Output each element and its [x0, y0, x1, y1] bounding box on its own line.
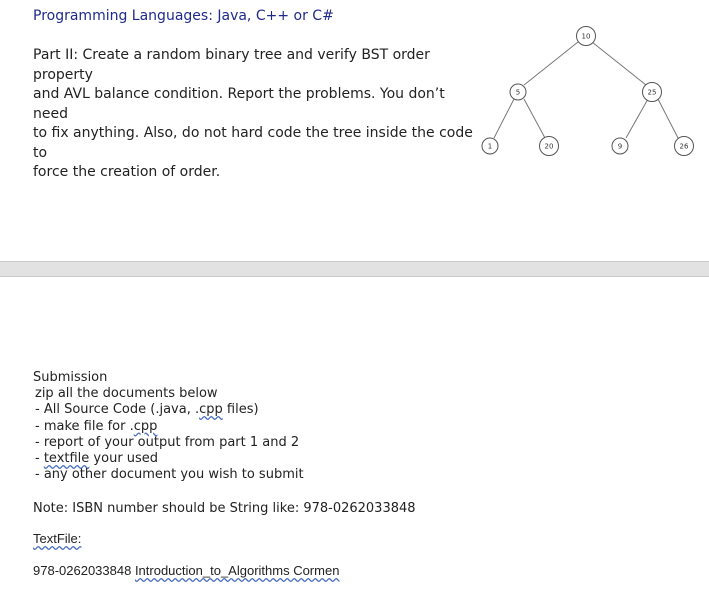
submission-item: - All Source Code (.java, .cpp files)	[35, 402, 259, 418]
tree-node-label: 20	[544, 142, 554, 151]
tree-edge	[592, 42, 646, 85]
submission-item: - textfile your used	[35, 451, 159, 467]
submission-item: - report of your output from part 1 and 2	[35, 434, 300, 450]
submission-section	[33, 370, 304, 483]
part2-description	[33, 46, 473, 183]
tree-edge	[494, 99, 514, 138]
textfile-isbn: 978-0262033848	[33, 563, 135, 578]
tree-node-label: 5	[515, 88, 521, 97]
isbn-note: Note: ISBN number should be String like: 978-0262033848	[33, 501, 416, 516]
spellcheck-word: cpp	[199, 402, 223, 418]
spellcheck-word: cpp	[133, 418, 158, 434]
textfile-title: Introduction_to_Algorithms Cormen	[134, 563, 340, 578]
tree-node-label: 10	[581, 32, 591, 41]
tree-node-label: 1	[487, 142, 493, 151]
page-break-divider	[0, 261, 709, 277]
part2-line: force the creation of order.	[33, 164, 221, 180]
textfile-label: TextFile:	[33, 531, 82, 546]
tree-node-label: 26	[679, 142, 689, 151]
page-heading: Programming Languages: Java, C++ or C#	[33, 8, 334, 24]
tree-edge	[524, 99, 545, 138]
tree-edge	[524, 42, 578, 85]
part2-line: to fix anything. Also, do not hard code the tree inside the code to	[33, 125, 473, 161]
tree-node-label: 25	[647, 88, 657, 97]
spellcheck-word: textfile	[43, 451, 90, 467]
part2-line: Part II: Create a random binary tree and verify BST order property	[33, 47, 430, 83]
submission-intro: zip all the documents below	[35, 386, 218, 402]
submission-title: Submission	[33, 370, 108, 385]
submission-item: - any other document you wish to submit	[35, 467, 304, 483]
submission-item: - make file for .cpp	[35, 418, 158, 434]
tree-node-label: 9	[617, 142, 623, 151]
binary-tree-diagram	[470, 20, 700, 165]
tree-edge	[658, 99, 678, 138]
tree-edge	[626, 99, 648, 138]
textfile-line	[33, 563, 339, 578]
part2-line: and AVL balance condition. Report the problems. You don’t need	[33, 86, 445, 122]
